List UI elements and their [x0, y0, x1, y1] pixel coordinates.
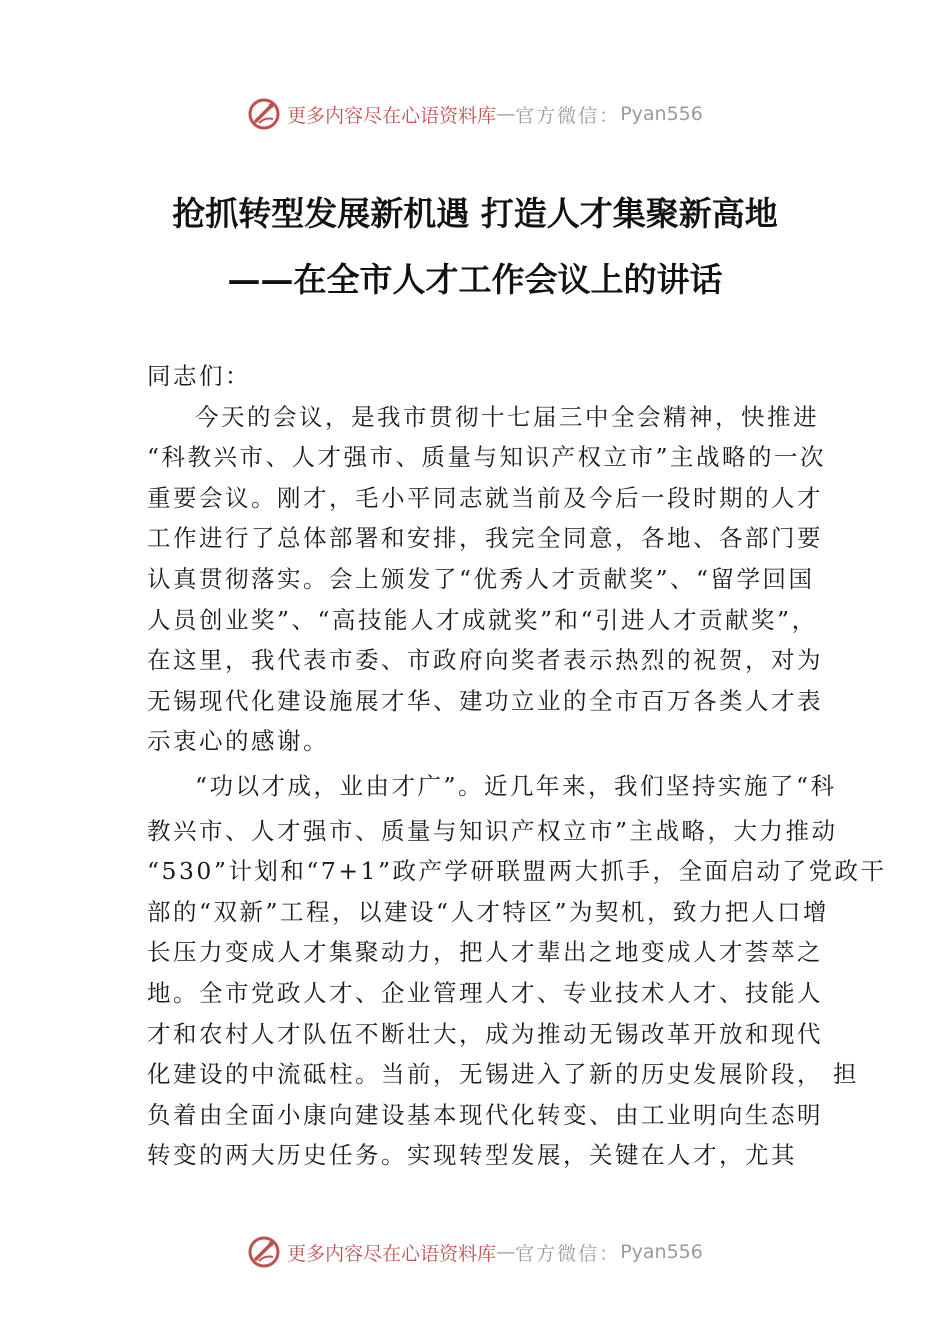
document-subtitle: ——在全市人才工作会议上的讲话: [227, 260, 723, 299]
body-line: 示衷心的感谢。: [147, 727, 329, 756]
salutation-line: 同志们：: [147, 362, 251, 390]
body-line: 负着由全面小康向建设基本现代化转变、由工业明向生态明: [147, 1100, 823, 1129]
body-line: 地。全市党政人才、企业管理人才、专业技术人才、技能人: [147, 978, 823, 1007]
body-line: 重要会议。刚才，毛小平同志就当前及今后一段时期的人才: [147, 483, 823, 512]
body-line: 教兴市、人才强市、质量与知识产权立市”主战略，大力推动: [147, 816, 838, 845]
watermark-label: 官方微信：: [515, 104, 621, 127]
watermark-wechat-id: Pyan556: [620, 1241, 703, 1263]
watermark-text: 更多内容尽在心语资料库: [287, 1242, 497, 1265]
document-title: 抢抓转型发展新机遇 打造人才集聚新高地: [172, 194, 778, 233]
body-line: 人员创业奖”、“高技能人才成就奖”和“引进人才贡献奖”，: [147, 605, 818, 634]
header-watermark: [0, 94, 950, 134]
watermark-separator: —: [496, 1241, 516, 1263]
watermark-text: 更多内容尽在心语资料库: [287, 104, 497, 127]
brush-logo-icon: [247, 1235, 281, 1269]
brush-logo-icon: [247, 97, 281, 131]
body-line: 才和农村人才队伍不断壮大，成为推动无锡改革开放和现代: [147, 1019, 823, 1048]
footer-watermark: [0, 1232, 950, 1272]
body-line: 工作进行了总体部署和安排，我完全同意，各地、各部门要: [147, 524, 823, 553]
watermark-wechat-id: Pyan556: [620, 103, 703, 125]
body-line: 在这里，我代表市委、市政府向奖者表示热烈的祝贺，对为: [147, 646, 823, 675]
body-line: 部的“双新”工程，以建设“人才特区”为契机，致力把人口增: [147, 897, 830, 926]
body-line: 转变的两大历史任务。实现转型发展，关键在人才，尤其: [147, 1141, 797, 1170]
body-line: 化建设的中流砥柱。当前，无锡进入了新的历史发展阶段， 担: [147, 1060, 859, 1089]
watermark-label: 官方微信：: [515, 1242, 621, 1265]
body-line: “科教兴市、人才强市、质量与知识产权立市”主战略的一次: [147, 443, 827, 472]
body-line: 无锡现代化建设施展才华、建功立业的全市百万各类人才表: [147, 686, 823, 715]
body-line: 长压力变成人才集聚动力，把人才辈出之地变成人才荟萃之: [147, 938, 823, 967]
body-line: “530”计划和“7+1”政产学研联盟两大抓手，全面启动了党政干: [147, 857, 887, 886]
body-line: 认真贯彻落实。会上颁发了“优秀人才贡献奖”、“留学回国: [147, 564, 815, 593]
body-line: 今天的会议，是我市贯彻十七届三中全会精神，快推进: [195, 402, 819, 431]
watermark-separator: —: [496, 103, 516, 125]
document-body: [147, 356, 887, 1176]
body-line: “功以才成，业由才广”。近几年来，我们坚持实施了“科: [195, 771, 837, 800]
